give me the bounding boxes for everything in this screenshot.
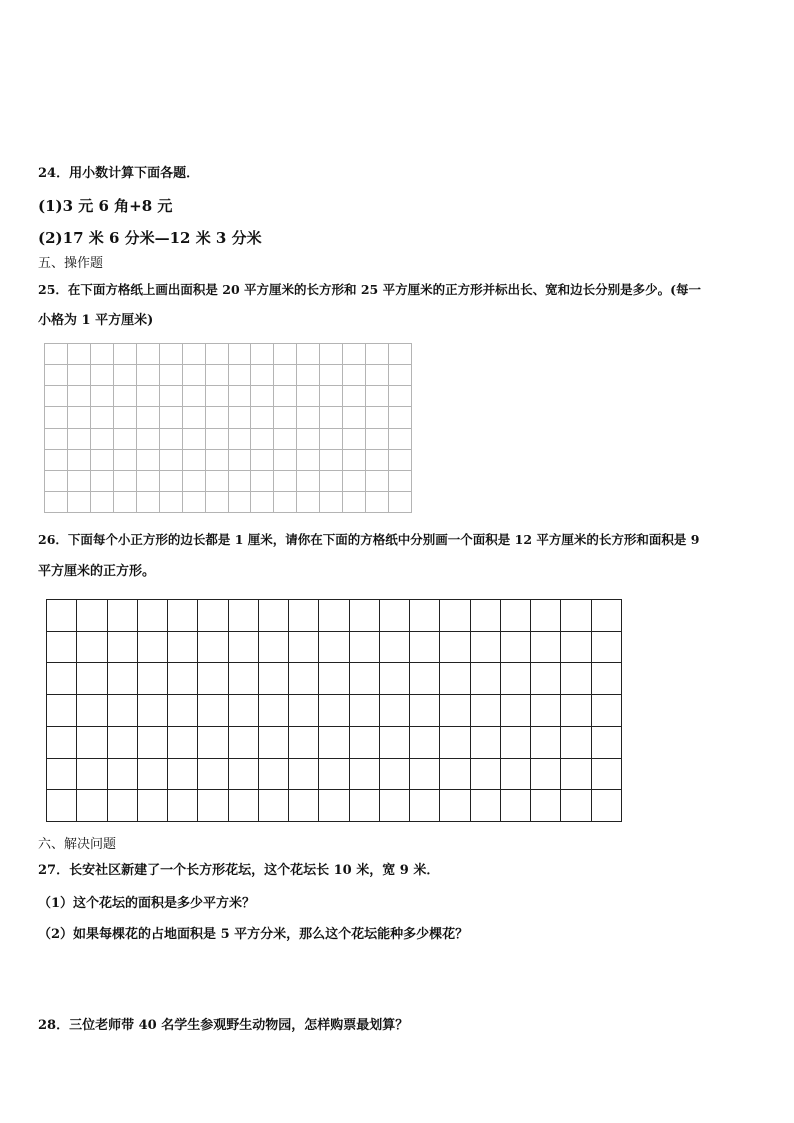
grid-cell[interactable] [91, 365, 114, 386]
grid-cell[interactable] [501, 695, 531, 727]
grid-cell[interactable] [471, 663, 501, 695]
grid-cell[interactable] [366, 344, 389, 365]
grid-cell[interactable] [440, 727, 470, 759]
grid-cell[interactable] [229, 663, 259, 695]
q28-title: 28．三位老师带 40 名学生参观野生动物园，怎样购票最划算？ [38, 1018, 409, 1033]
grid-cell[interactable] [114, 386, 137, 407]
grid-cell[interactable] [366, 365, 389, 386]
grid-cell[interactable] [320, 429, 343, 450]
grid-cell[interactable] [289, 600, 319, 632]
grid-cell[interactable] [160, 365, 183, 386]
grid-cell[interactable] [259, 632, 289, 664]
grid-cell[interactable] [114, 407, 137, 428]
grid-cell[interactable] [229, 695, 259, 727]
grid-cell[interactable] [297, 407, 320, 428]
grid-cell[interactable] [47, 600, 77, 632]
grid-cell[interactable] [77, 632, 107, 664]
grid-cell[interactable] [319, 790, 349, 822]
grid-cell[interactable] [389, 365, 412, 386]
grid-cell[interactable] [183, 386, 206, 407]
grid-cell[interactable] [343, 450, 366, 471]
grid-cell[interactable] [229, 407, 252, 428]
q26-line-1: 26．下面每个小正方形的边长都是 1 厘米，请你在下面的方格纸中分别画一个面积是 12 平方厘米的长方形和面积是 9 [38, 532, 700, 547]
grid-cell[interactable] [206, 492, 229, 513]
grid-cell[interactable] [389, 386, 412, 407]
grid-cell[interactable] [501, 663, 531, 695]
grid-cell[interactable] [137, 407, 160, 428]
grid-cell[interactable] [297, 386, 320, 407]
grid-cell[interactable] [138, 759, 168, 791]
grid-cell[interactable] [251, 429, 274, 450]
grid-cell[interactable] [68, 407, 91, 428]
grid-cell[interactable] [114, 450, 137, 471]
grid-cell[interactable] [274, 492, 297, 513]
grid-cell[interactable] [259, 600, 289, 632]
grid-cell[interactable] [229, 727, 259, 759]
grid-cell[interactable] [183, 471, 206, 492]
grid-cell[interactable] [289, 727, 319, 759]
section-5-title: 五、操作题 [38, 256, 104, 271]
grid-cell[interactable] [229, 790, 259, 822]
grid-cell[interactable] [410, 663, 440, 695]
grid-cell[interactable] [410, 759, 440, 791]
grid-cell[interactable] [320, 492, 343, 513]
grid-cell[interactable] [47, 695, 77, 727]
grid-cell[interactable] [168, 695, 198, 727]
grid-cell[interactable] [289, 759, 319, 791]
grid-cell[interactable] [380, 632, 410, 664]
grid-cell[interactable] [251, 344, 274, 365]
grid-cell[interactable] [138, 790, 168, 822]
grid-cell[interactable] [592, 790, 622, 822]
grid-cell[interactable] [45, 429, 68, 450]
grid-cell[interactable] [160, 450, 183, 471]
grid-cell[interactable] [45, 365, 68, 386]
grid-cell[interactable] [68, 471, 91, 492]
grid-cell[interactable] [274, 407, 297, 428]
grid-cell[interactable] [561, 790, 591, 822]
grid-cell[interactable] [45, 492, 68, 513]
grid-cell[interactable] [47, 632, 77, 664]
grid-cell[interactable] [91, 429, 114, 450]
grid-cell[interactable] [47, 759, 77, 791]
grid-cell[interactable] [137, 492, 160, 513]
grid-cell[interactable] [380, 759, 410, 791]
grid-cell[interactable] [108, 632, 138, 664]
grid-cell[interactable] [440, 600, 470, 632]
grid-cell[interactable] [343, 407, 366, 428]
grid-cell[interactable] [108, 790, 138, 822]
grid-cell[interactable] [471, 759, 501, 791]
grid-cell[interactable] [410, 790, 440, 822]
grid-cell[interactable] [389, 471, 412, 492]
grid-cell[interactable] [561, 632, 591, 664]
grid-cell[interactable] [138, 663, 168, 695]
grid-cell[interactable] [68, 344, 91, 365]
grid-cell[interactable] [289, 632, 319, 664]
grid-cell[interactable] [380, 727, 410, 759]
q27-title: 27．长安社区新建了一个长方形花坛，这个花坛长 10 米，宽 9 米． [38, 863, 440, 878]
grid-cell[interactable] [389, 450, 412, 471]
grid-cell[interactable] [251, 492, 274, 513]
grid-cell[interactable] [137, 450, 160, 471]
grid-cell[interactable] [531, 663, 561, 695]
grid-cell[interactable] [319, 663, 349, 695]
grid-cell[interactable] [343, 492, 366, 513]
grid-cell[interactable] [259, 727, 289, 759]
grid-cell[interactable] [259, 790, 289, 822]
q24-title: 24．用小数计算下面各题． [38, 166, 200, 181]
section-6-title: 六、解决问题 [38, 837, 117, 852]
grid-cell[interactable] [380, 695, 410, 727]
grid-cell[interactable] [206, 407, 229, 428]
grid-cell[interactable] [289, 663, 319, 695]
grid-cell[interactable] [91, 407, 114, 428]
grid-cell[interactable] [229, 759, 259, 791]
grid-cell[interactable] [592, 663, 622, 695]
q25-grid-paper[interactable] [44, 343, 412, 513]
grid-cell[interactable] [137, 386, 160, 407]
grid-cell[interactable] [531, 695, 561, 727]
grid-cell[interactable] [319, 632, 349, 664]
grid-cell[interactable] [114, 365, 137, 386]
grid-cell[interactable] [274, 386, 297, 407]
grid-cell[interactable] [45, 344, 68, 365]
grid-cell[interactable] [319, 600, 349, 632]
grid-cell[interactable] [592, 632, 622, 664]
grid-cell[interactable] [77, 695, 107, 727]
grid-cell[interactable] [229, 386, 252, 407]
grid-cell[interactable] [343, 429, 366, 450]
grid-cell[interactable] [350, 727, 380, 759]
grid-cell[interactable] [531, 790, 561, 822]
grid-cell[interactable] [440, 759, 470, 791]
grid-cell[interactable] [45, 471, 68, 492]
grid-cell[interactable] [68, 429, 91, 450]
grid-cell[interactable] [350, 663, 380, 695]
grid-cell[interactable] [47, 790, 77, 822]
grid-cell[interactable] [229, 632, 259, 664]
grid-cell[interactable] [531, 600, 561, 632]
grid-cell[interactable] [320, 450, 343, 471]
grid-cell[interactable] [320, 407, 343, 428]
grid-cell[interactable] [206, 471, 229, 492]
grid-cell[interactable] [501, 600, 531, 632]
grid-cell[interactable] [114, 492, 137, 513]
grid-cell[interactable] [45, 407, 68, 428]
grid-cell[interactable] [319, 695, 349, 727]
grid-cell[interactable] [297, 344, 320, 365]
grid-cell[interactable] [440, 632, 470, 664]
grid-cell[interactable] [366, 386, 389, 407]
grid-cell[interactable] [91, 344, 114, 365]
q24-item-1: (1)3 元 6 角+8 元 [38, 197, 173, 215]
grid-cell[interactable] [114, 471, 137, 492]
grid-cell[interactable] [91, 450, 114, 471]
grid-cell[interactable] [91, 386, 114, 407]
grid-cell[interactable] [137, 365, 160, 386]
grid-cell[interactable] [160, 407, 183, 428]
grid-cell[interactable] [389, 492, 412, 513]
grid-cell[interactable] [91, 492, 114, 513]
grid-cell[interactable] [501, 632, 531, 664]
grid-cell[interactable] [138, 695, 168, 727]
grid-cell[interactable] [77, 790, 107, 822]
grid-cell[interactable] [389, 407, 412, 428]
grid-cell[interactable] [274, 429, 297, 450]
grid-cell[interactable] [289, 790, 319, 822]
grid-cell[interactable] [183, 450, 206, 471]
grid-cell[interactable] [251, 386, 274, 407]
q26-line-2: 平方厘米的正方形。 [38, 564, 156, 579]
grid-cell[interactable] [274, 471, 297, 492]
grid-cell[interactable] [501, 759, 531, 791]
grid-cell[interactable] [343, 365, 366, 386]
grid-cell[interactable] [440, 695, 470, 727]
grid-cell[interactable] [108, 727, 138, 759]
grid-cell[interactable] [251, 407, 274, 428]
grid-cell[interactable] [229, 429, 252, 450]
grid-cell[interactable] [389, 344, 412, 365]
grid-cell[interactable] [289, 695, 319, 727]
grid-cell[interactable] [229, 471, 252, 492]
grid-cell[interactable] [471, 695, 501, 727]
grid-cell[interactable] [137, 429, 160, 450]
grid-cell[interactable] [592, 759, 622, 791]
grid-cell[interactable] [343, 471, 366, 492]
grid-cell[interactable] [366, 492, 389, 513]
grid-cell[interactable] [297, 365, 320, 386]
grid-cell[interactable] [198, 600, 228, 632]
grid-cell[interactable] [77, 663, 107, 695]
q27-part-2: （2）如果每棵花的占地面积是 5 平方分米，那么这个花坛能种多少棵花？ [38, 927, 469, 942]
grid-cell[interactable] [168, 600, 198, 632]
grid-cell[interactable] [471, 632, 501, 664]
grid-cell[interactable] [168, 632, 198, 664]
grid-cell[interactable] [168, 790, 198, 822]
grid-cell[interactable] [77, 727, 107, 759]
grid-cell[interactable] [198, 663, 228, 695]
grid-cell[interactable] [561, 695, 591, 727]
grid-cell[interactable] [206, 344, 229, 365]
grid-cell[interactable] [592, 695, 622, 727]
grid-cell[interactable] [350, 632, 380, 664]
grid-cell[interactable] [561, 727, 591, 759]
grid-cell[interactable] [531, 759, 561, 791]
grid-cell[interactable] [389, 429, 412, 450]
grid-cell[interactable] [183, 429, 206, 450]
grid-cell[interactable] [350, 759, 380, 791]
grid-cell[interactable] [251, 365, 274, 386]
grid-cell[interactable] [380, 600, 410, 632]
grid-cell[interactable] [229, 492, 252, 513]
grid-cell[interactable] [108, 759, 138, 791]
grid-cell[interactable] [320, 471, 343, 492]
grid-cell[interactable] [501, 727, 531, 759]
grid-cell[interactable] [410, 632, 440, 664]
grid-cell[interactable] [160, 429, 183, 450]
grid-cell[interactable] [440, 790, 470, 822]
grid-cell[interactable] [160, 344, 183, 365]
grid-cell[interactable] [108, 663, 138, 695]
grid-cell[interactable] [259, 663, 289, 695]
grid-cell[interactable] [138, 727, 168, 759]
q25-line-1: 25．在下面方格纸上画出面积是 20 平方厘米的长方形和 25 平方厘米的正方形并标出长、宽和边长分别是多少。(每一 [38, 282, 702, 297]
grid-cell[interactable] [380, 663, 410, 695]
q24-item-2: (2)17 米 6 分米—12 米 3 分米 [38, 229, 262, 247]
grid-cell[interactable] [229, 450, 252, 471]
grid-cell[interactable] [168, 759, 198, 791]
grid-cell[interactable] [251, 471, 274, 492]
grid-cell[interactable] [274, 450, 297, 471]
grid-cell[interactable] [297, 492, 320, 513]
grid-cell[interactable] [45, 450, 68, 471]
grid-cell[interactable] [108, 600, 138, 632]
grid-cell[interactable] [183, 492, 206, 513]
grid-cell[interactable] [183, 344, 206, 365]
grid-cell[interactable] [198, 695, 228, 727]
grid-cell[interactable] [47, 727, 77, 759]
grid-cell[interactable] [350, 695, 380, 727]
grid-cell[interactable] [77, 759, 107, 791]
grid-cell[interactable] [471, 727, 501, 759]
grid-cell[interactable] [47, 663, 77, 695]
grid-cell[interactable] [198, 790, 228, 822]
grid-cell[interactable] [68, 450, 91, 471]
grid-cell[interactable] [68, 386, 91, 407]
grid-cell[interactable] [297, 450, 320, 471]
grid-cell[interactable] [206, 386, 229, 407]
grid-cell[interactable] [410, 695, 440, 727]
grid-cell[interactable] [137, 344, 160, 365]
grid-cell[interactable] [592, 600, 622, 632]
grid-cell[interactable] [138, 600, 168, 632]
grid-cell[interactable] [114, 344, 137, 365]
grid-cell[interactable] [259, 759, 289, 791]
grid-cell[interactable] [198, 727, 228, 759]
grid-cell[interactable] [91, 471, 114, 492]
grid-cell[interactable] [183, 365, 206, 386]
grid-cell[interactable] [366, 429, 389, 450]
grid-cell[interactable] [471, 790, 501, 822]
grid-cell[interactable] [320, 344, 343, 365]
grid-cell[interactable] [229, 344, 252, 365]
grid-cell[interactable] [410, 600, 440, 632]
grid-cell[interactable] [561, 663, 591, 695]
grid-cell[interactable] [366, 471, 389, 492]
grid-cell[interactable] [259, 695, 289, 727]
grid-cell[interactable] [297, 429, 320, 450]
grid-cell[interactable] [274, 365, 297, 386]
grid-cell[interactable] [168, 727, 198, 759]
q26-grid-paper[interactable] [46, 599, 622, 822]
grid-cell[interactable] [77, 600, 107, 632]
grid-cell[interactable] [68, 365, 91, 386]
grid-cell[interactable] [114, 429, 137, 450]
grid-cell[interactable] [350, 600, 380, 632]
grid-cell[interactable] [319, 759, 349, 791]
grid-cell[interactable] [251, 450, 274, 471]
grid-cell[interactable] [160, 471, 183, 492]
grid-cell[interactable] [168, 663, 198, 695]
grid-cell[interactable] [501, 790, 531, 822]
grid-cell[interactable] [229, 600, 259, 632]
grid-cell[interactable] [320, 386, 343, 407]
grid-cell[interactable] [138, 632, 168, 664]
grid-cell[interactable] [531, 727, 561, 759]
grid-cell[interactable] [137, 471, 160, 492]
grid-cell[interactable] [229, 365, 252, 386]
grid-cell[interactable] [410, 727, 440, 759]
grid-cell[interactable] [45, 386, 68, 407]
grid-cell[interactable] [366, 407, 389, 428]
grid-cell[interactable] [274, 344, 297, 365]
grid-cell[interactable] [183, 407, 206, 428]
grid-cell[interactable] [320, 365, 343, 386]
grid-cell[interactable] [366, 450, 389, 471]
grid-cell[interactable] [343, 344, 366, 365]
grid-cell[interactable] [68, 492, 91, 513]
grid-cell[interactable] [160, 386, 183, 407]
grid-cell[interactable] [160, 492, 183, 513]
grid-cell[interactable] [350, 790, 380, 822]
q27-part-1: （1）这个花坛的面积是多少平方米？ [38, 896, 256, 911]
grid-cell[interactable] [319, 727, 349, 759]
q25-line-2: 小格为 1 平方厘米) [38, 313, 154, 328]
grid-cell[interactable] [561, 600, 591, 632]
grid-cell[interactable] [297, 471, 320, 492]
grid-cell[interactable] [206, 450, 229, 471]
grid-cell[interactable] [206, 429, 229, 450]
grid-cell[interactable] [561, 759, 591, 791]
grid-cell[interactable] [198, 632, 228, 664]
grid-cell[interactable] [198, 759, 228, 791]
grid-cell[interactable] [206, 365, 229, 386]
grid-cell[interactable] [471, 600, 501, 632]
grid-cell[interactable] [592, 727, 622, 759]
grid-cell[interactable] [343, 386, 366, 407]
grid-cell[interactable] [380, 790, 410, 822]
grid-cell[interactable] [531, 632, 561, 664]
grid-cell[interactable] [440, 663, 470, 695]
grid-cell[interactable] [108, 695, 138, 727]
